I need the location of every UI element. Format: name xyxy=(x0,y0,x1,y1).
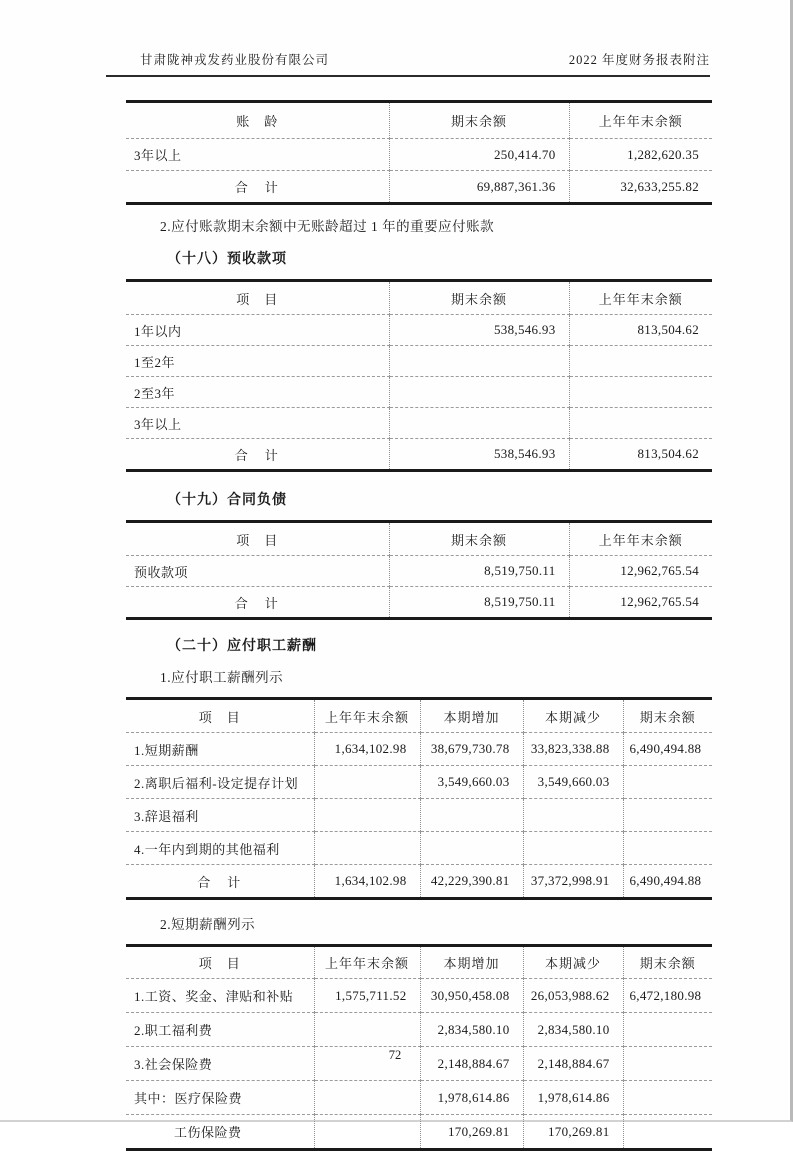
total-label: 合 计 xyxy=(126,865,314,899)
total-label: 合 计 xyxy=(126,587,389,619)
amount-cell xyxy=(569,408,712,439)
amount-cell xyxy=(314,799,420,832)
table-row xyxy=(126,1115,712,1150)
amount-cell: 3,549,660.03 xyxy=(523,766,623,799)
column-header: 上年年末余额 xyxy=(569,522,712,556)
amount-cell: 1,978,614.86 xyxy=(420,1081,523,1115)
amount-cell: 6,472,180.98 xyxy=(623,979,712,1013)
item-cell: 3.社会保险费 xyxy=(126,1047,314,1081)
column-header: 账 龄 xyxy=(236,114,279,129)
table-row xyxy=(126,139,712,171)
section-title-19: （十九）合同负债 xyxy=(167,493,287,508)
amount-cell xyxy=(389,346,569,377)
column-header: 期末余额 xyxy=(389,281,569,315)
section-title-18: （十八）预收款项 xyxy=(167,252,287,267)
subsection-title-payroll: 1.应付职工薪酬列示 xyxy=(160,670,284,685)
column-header: 本期减少 xyxy=(523,699,623,733)
table-row xyxy=(126,1013,712,1047)
amount-cell: 42,229,390.81 xyxy=(420,865,523,899)
column-header: 期末余额 xyxy=(389,102,569,139)
amount-cell: 37,372,998.91 xyxy=(523,865,623,899)
amount-cell xyxy=(569,346,712,377)
amount-cell xyxy=(314,1115,420,1150)
amount-cell xyxy=(420,832,523,865)
table-header-row xyxy=(126,699,712,733)
table-header-row xyxy=(126,281,712,315)
item-cell: 预收款项 xyxy=(126,556,389,587)
column-header: 上年年末余额 xyxy=(569,102,712,139)
amount-cell: 30,950,458.08 xyxy=(420,979,523,1013)
column-header: 项 目 xyxy=(236,532,279,548)
table-row xyxy=(126,556,712,587)
item-cell: 2.职工福利费 xyxy=(126,1013,314,1047)
table-row xyxy=(126,766,712,799)
report-title: 2022 年度财务报表附注 xyxy=(568,53,710,67)
payables-note: 2.应付账款期末余额中无账龄超过 1 年的重要应付账款 xyxy=(160,219,495,234)
column-header: 期末余额 xyxy=(623,946,712,979)
table-header-row xyxy=(126,522,712,556)
company-name: 甘肃陇神戎发药业股份有限公司 xyxy=(140,53,330,67)
column-header: 项 目 xyxy=(198,709,241,725)
item-cell: 3年以上 xyxy=(126,139,389,171)
amount-cell xyxy=(623,1081,712,1115)
column-header: 期末余额 xyxy=(623,699,712,733)
amount-cell xyxy=(523,832,623,865)
item-cell: 2至3年 xyxy=(126,377,389,408)
contract-liabilities-table xyxy=(126,520,712,620)
amount-cell: 12,962,765.54 xyxy=(569,587,712,619)
table-header-row xyxy=(126,102,712,139)
amount-cell: 38,679,730.78 xyxy=(420,733,523,766)
amount-cell: 1,575,711.52 xyxy=(314,979,420,1013)
advance-receipts-table xyxy=(126,279,712,472)
table-row xyxy=(126,979,712,1013)
amount-cell xyxy=(314,766,420,799)
amount-cell xyxy=(420,799,523,832)
amount-cell: 170,269.81 xyxy=(523,1115,623,1150)
table-row xyxy=(126,346,712,377)
amount-cell xyxy=(623,799,712,832)
subsection-title-short-term: 2.短期薪酬列示 xyxy=(160,917,256,932)
amount-cell: 1,634,102.98 xyxy=(314,733,420,766)
amount-cell: 813,504.62 xyxy=(569,439,712,471)
section-title-20: （二十）应付职工薪酬 xyxy=(167,639,317,654)
item-cell: 其中：医疗保险费 xyxy=(126,1081,314,1115)
table-row xyxy=(126,1081,712,1115)
total-row xyxy=(126,587,712,619)
amount-cell xyxy=(623,1013,712,1047)
page-content xyxy=(0,92,790,1151)
amount-cell xyxy=(314,1013,420,1047)
table-row xyxy=(126,408,712,439)
amount-cell xyxy=(314,832,420,865)
total-label: 合 计 xyxy=(126,439,389,471)
amount-cell: 2,148,884.67 xyxy=(523,1047,623,1081)
amount-cell: 538,546.93 xyxy=(389,439,569,471)
amount-cell: 3,549,660.03 xyxy=(420,766,523,799)
amount-cell xyxy=(623,1115,712,1150)
column-header: 上年年末余额 xyxy=(314,699,420,733)
amount-cell xyxy=(569,377,712,408)
column-header: 项 目 xyxy=(198,956,241,971)
item-cell: 3年以上 xyxy=(126,408,389,439)
amount-cell: 33,823,338.88 xyxy=(523,733,623,766)
table-row xyxy=(126,315,712,346)
table-row xyxy=(126,733,712,766)
column-header: 本期增加 xyxy=(420,699,523,733)
amount-cell: 69,887,361.36 xyxy=(389,171,569,204)
total-row xyxy=(126,171,712,204)
item-cell: 1年以内 xyxy=(126,315,389,346)
table-row xyxy=(126,799,712,832)
amount-cell: 2,148,884.67 xyxy=(420,1047,523,1081)
total-row xyxy=(126,865,712,899)
amount-cell: 6,490,494.88 xyxy=(623,865,712,899)
page-number: 72 xyxy=(388,1048,402,1062)
amount-cell: 8,519,750.11 xyxy=(389,587,569,619)
amount-cell: 170,269.81 xyxy=(420,1115,523,1150)
amount-cell: 538,546.93 xyxy=(389,315,569,346)
item-cell: 工伤保险费 xyxy=(126,1115,314,1150)
aging-table xyxy=(126,100,712,205)
amount-cell: 12,962,765.54 xyxy=(569,556,712,587)
column-header: 上年年末余额 xyxy=(314,946,420,979)
amount-cell: 1,282,620.35 xyxy=(569,139,712,171)
column-header: 上年年末余额 xyxy=(569,281,712,315)
total-label: 合 计 xyxy=(126,171,389,204)
column-header: 本期减少 xyxy=(523,946,623,979)
amount-cell: 32,633,255.82 xyxy=(569,171,712,204)
amount-cell: 26,053,988.62 xyxy=(523,979,623,1013)
amount-cell xyxy=(314,1081,420,1115)
amount-cell: 2,834,580.10 xyxy=(523,1013,623,1047)
item-cell: 3.辞退福利 xyxy=(126,799,314,832)
table-row xyxy=(126,832,712,865)
payroll-table xyxy=(126,697,712,900)
amount-cell xyxy=(623,832,712,865)
amount-cell: 250,414.70 xyxy=(389,139,569,171)
item-cell: 4.一年内到期的其他福利 xyxy=(126,832,314,865)
column-header: 项 目 xyxy=(236,291,279,307)
table-row xyxy=(126,377,712,408)
amount-cell xyxy=(389,377,569,408)
item-cell: 1至2年 xyxy=(126,346,389,377)
amount-cell xyxy=(523,799,623,832)
column-header: 期末余额 xyxy=(389,522,569,556)
item-cell: 2.离职后福利-设定提存计划 xyxy=(126,766,314,799)
amount-cell: 6,490,494.88 xyxy=(623,733,712,766)
item-cell: 1.工资、奖金、津贴和补贴 xyxy=(126,979,314,1013)
amount-cell xyxy=(623,766,712,799)
amount-cell: 813,504.62 xyxy=(569,315,712,346)
amount-cell: 1,634,102.98 xyxy=(314,865,420,899)
page-header xyxy=(106,50,710,77)
amount-cell: 1,978,614.86 xyxy=(523,1081,623,1115)
amount-cell: 8,519,750.11 xyxy=(389,556,569,587)
column-header: 本期增加 xyxy=(420,946,523,979)
amount-cell: 2,834,580.10 xyxy=(420,1013,523,1047)
total-row xyxy=(126,439,712,471)
amount-cell xyxy=(389,408,569,439)
table-header-row xyxy=(126,946,712,979)
item-cell: 1.短期薪酬 xyxy=(126,733,314,766)
